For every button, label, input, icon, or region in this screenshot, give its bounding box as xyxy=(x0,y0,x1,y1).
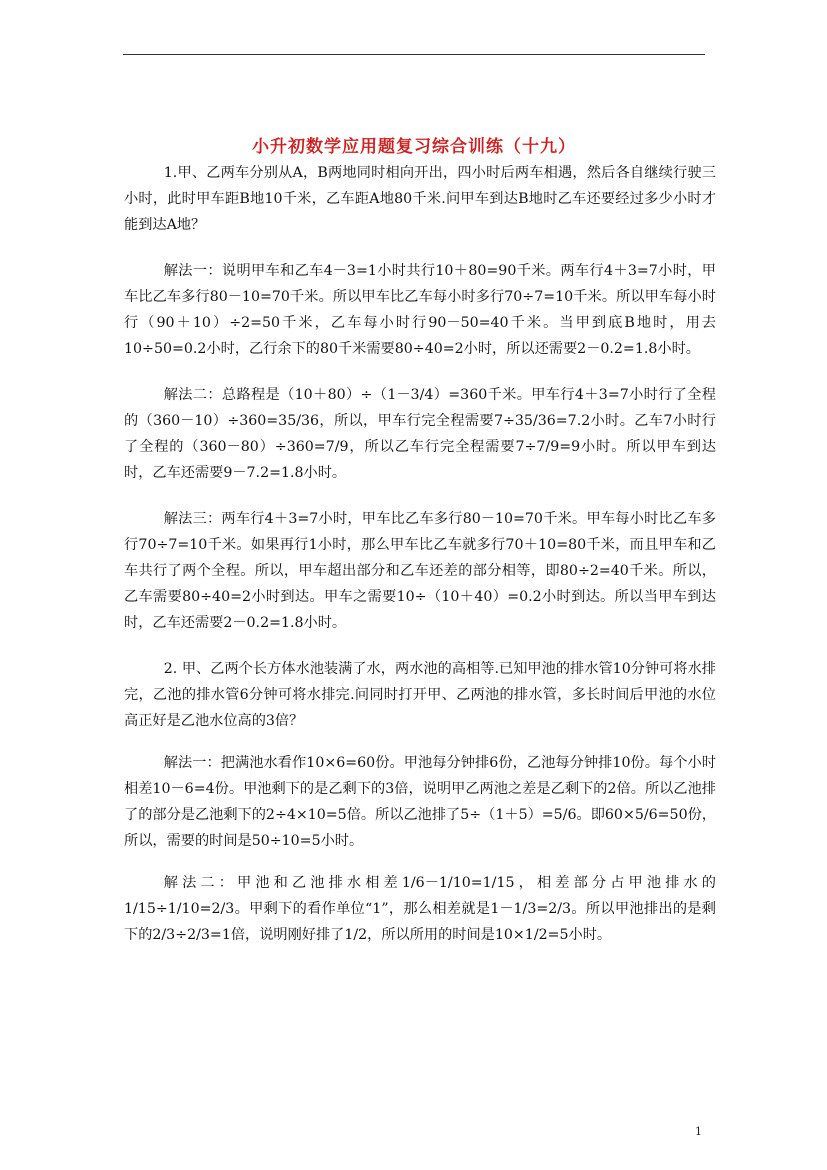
page-number: 1 xyxy=(695,1125,702,1138)
document-body xyxy=(124,160,716,948)
problem-1-solution-1: 解法一：说明甲车和乙车4－3=1小时共行10＋80=90千米。两车行4＋3=7小时，甲车比乙车多行80－10=70千米。所以甲车比乙车每小时多行70÷7=10千米。所以甲车每小时行（90＋10）÷2=50千米，乙车每小时行90－50=40千米。当甲到底B地时，用去10÷50=0.2小时，乙行余下的80千米需要80÷40=2小时，所以还需要2－0.2=1.8小时。 xyxy=(124,263,716,357)
problem-2-solution-2: 解法二：甲池和乙池排水相差1/6－1/10=1/15，相差部分占甲池排水的1/15÷1/10=2/3。甲剩下的看作单位“1”，那么相差就是1－1/3=2/3。所以甲池排出的是剩下的2/3÷2/3=1倍，说明刚好排了1/2，所以所用的时间是10×1/2=5小时。 xyxy=(124,875,716,943)
problem-2-solution-1: 解法一：把满池水看作10×6=60份。甲池每分钟排6份，乙池每分钟排10份。每个小时相差10－6=4份。甲池剩下的是乙剩下的3倍，说明甲乙两池之差是乙剩下的2倍。所以乙池排了的部分是乙池剩下的2÷4×10=5倍。所以乙池排了5÷（1＋5）=5/6。即60×5/6=50份，所以，需要的时间是50÷10=5小时。 xyxy=(124,755,716,849)
document-title: 小升初数学应用题复习综合训练（十九） xyxy=(252,137,576,157)
problem-1-solution-3: 解法三：两车行4＋3=7小时，甲车比乙车多行80－10=70千米。甲车每小时比乙车多行70÷7=10千米。如果再行1小时，那么甲车比乙车就多行70＋10=80千米，而且甲车和乙车共行了两个全程。所以，甲车超出部分和乙车还差的部分相等，即80÷2=40千米。所以，乙车需要80÷40=2小时到达。甲车之需要10÷（10＋40）=0.2小时到达。所以当甲车到达时，乙车还需要2－0.2=1.8小时。 xyxy=(124,511,716,631)
problem-1-solution-2: 解法二：总路程是（10＋80）÷（1－3/4）=360千米。甲车行4＋3=7小时行了全程的（360－10）÷360=35/36，所以，甲车行完全程需要7÷35/36=7.2小时。乙车7小时行了全程的（360－80）÷360=7/9，所以乙车行完全程需要7÷7/9=9小时。所以甲车到达时，乙车还需要9－7.2=1.8小时。 xyxy=(124,387,716,481)
problem-2: 2. 甲、乙两个长方体水池装满了水，两水池的高相等.已知甲池的排水管10分钟可将水排完，乙池的排水管6分钟可将水排完.问同时打开甲、乙两池的排水管，多长时间后甲池的水位高正好是乙池水位高的3倍？ xyxy=(124,661,716,729)
header-rule xyxy=(123,54,705,55)
problem-1: 1.甲、乙两车分别从A，B两地同时相向开出，四小时后两车相遇，然后各自继续行驶三小时，此时甲车距B地10千米，乙车距A地80千米.问甲车到达B地时乙车还要经过多少小时才能到达A地？ xyxy=(124,165,716,233)
